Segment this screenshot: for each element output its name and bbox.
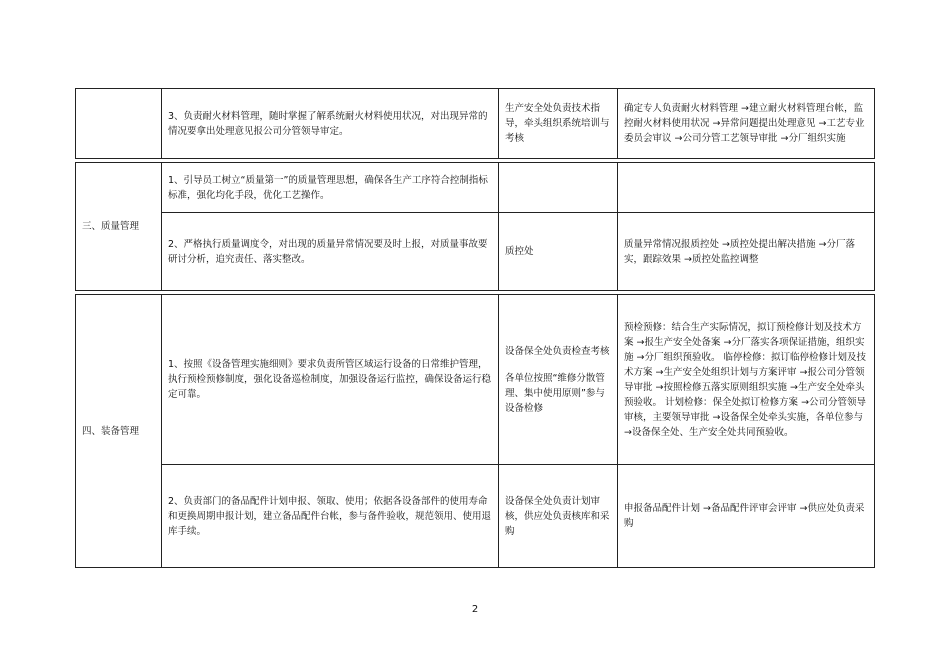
flow-line: 计划检修：保全处拟订检修方案 →公司分管领导审核，主要领导审批 →设备保全处牵头实施，各单位参与 →设备保全处、生产安全处共同预验收。 (624, 396, 867, 438)
table-row (76, 163, 875, 213)
page-number: 2 (471, 604, 479, 615)
table-row (76, 295, 875, 465)
dept-line: 各单位按照“维修分散管理、集中使用原则”参与设备检修 (505, 372, 605, 414)
responsibility-table (75, 88, 875, 568)
dept-cell: 生产安全处负责技术指导，牵头组织系统培训与考核 (499, 89, 618, 159)
duty-cell: 1、引导员工树立“质量第一”的质量管理思想，确保各生产工序符合控制指标标准，强化均化手段，优化工艺操作。 (162, 163, 499, 213)
flow-line: 临停检修：拟订临停检修计划及技术方案 →生产安全处组织计划与方案评审 →报公司分管领导审批 →按照检修五落实原则组织实施 →生产安全处牵头预验收。 (624, 351, 867, 408)
flow-line: 预检预修：结合生产实际情况，拟订预检修计划及技术方案 →报生产安全处备案 →分厂落实各项保证措施，组织实施 →分厂组织预验收。 (624, 321, 865, 363)
duty-cell: 2、严格执行质量调度令，对出现的质量异常情况要及时上报，对质量事故要研讨分析，追究责任、落实整改。 (162, 213, 499, 291)
flow-cell (618, 163, 875, 213)
flow-cell: 质量异常情况报质控处 →质控处提出解决措施 →分厂落实，跟踪效果 →质控处监控调整 (618, 213, 875, 291)
duty-cell: 2、负责部门的备品配件计划申报、领取、使用；依据各设备部件的使用寿命和更换周期申报计划，建立备品配件台帐，参与备件验收，规范领用、使用退库手续。 (162, 465, 499, 568)
dept-cell (499, 295, 618, 465)
duty-cell: 3、负责耐火材料管理，随时掌握了解系统耐火材料使用状况，对出现异常的情况要拿出处理意见报公司分管领导审定。 (162, 89, 499, 159)
table-row (76, 89, 875, 159)
flow-cell: 确定专人负责耐火材料管理 →建立耐火材料管理台帐，监控耐火材料使用状况 →异常问题提出处理意见 →工艺专业委员会审议 →公司分管工艺领导审批 →分厂组织实施 (618, 89, 875, 159)
dept-cell (499, 163, 618, 213)
flow-cell (618, 295, 875, 465)
category-cell: 三、质量管理 (76, 163, 162, 291)
flow-cell: 申报备品配件计划 →备品配件评审会评审 →供应处负责采购 (618, 465, 875, 568)
dept-cell: 质控处 (499, 213, 618, 291)
dept-cell: 设备保全处负责计划审核，供应处负责核库和采购 (499, 465, 618, 568)
table-row (76, 213, 875, 291)
duty-cell: 1、按照《设备管理实施细则》要求负责所管区域运行设备的日常维护管理，执行预检预修制度，强化设备巡检制度，加强设备运行监控，确保设备运行稳定可靠。 (162, 295, 499, 465)
category-cell (76, 89, 162, 159)
dept-line: 设备保全处负责检查考核 (505, 345, 610, 357)
category-cell: 四、装备管理 (76, 295, 162, 568)
table-row (76, 465, 875, 568)
